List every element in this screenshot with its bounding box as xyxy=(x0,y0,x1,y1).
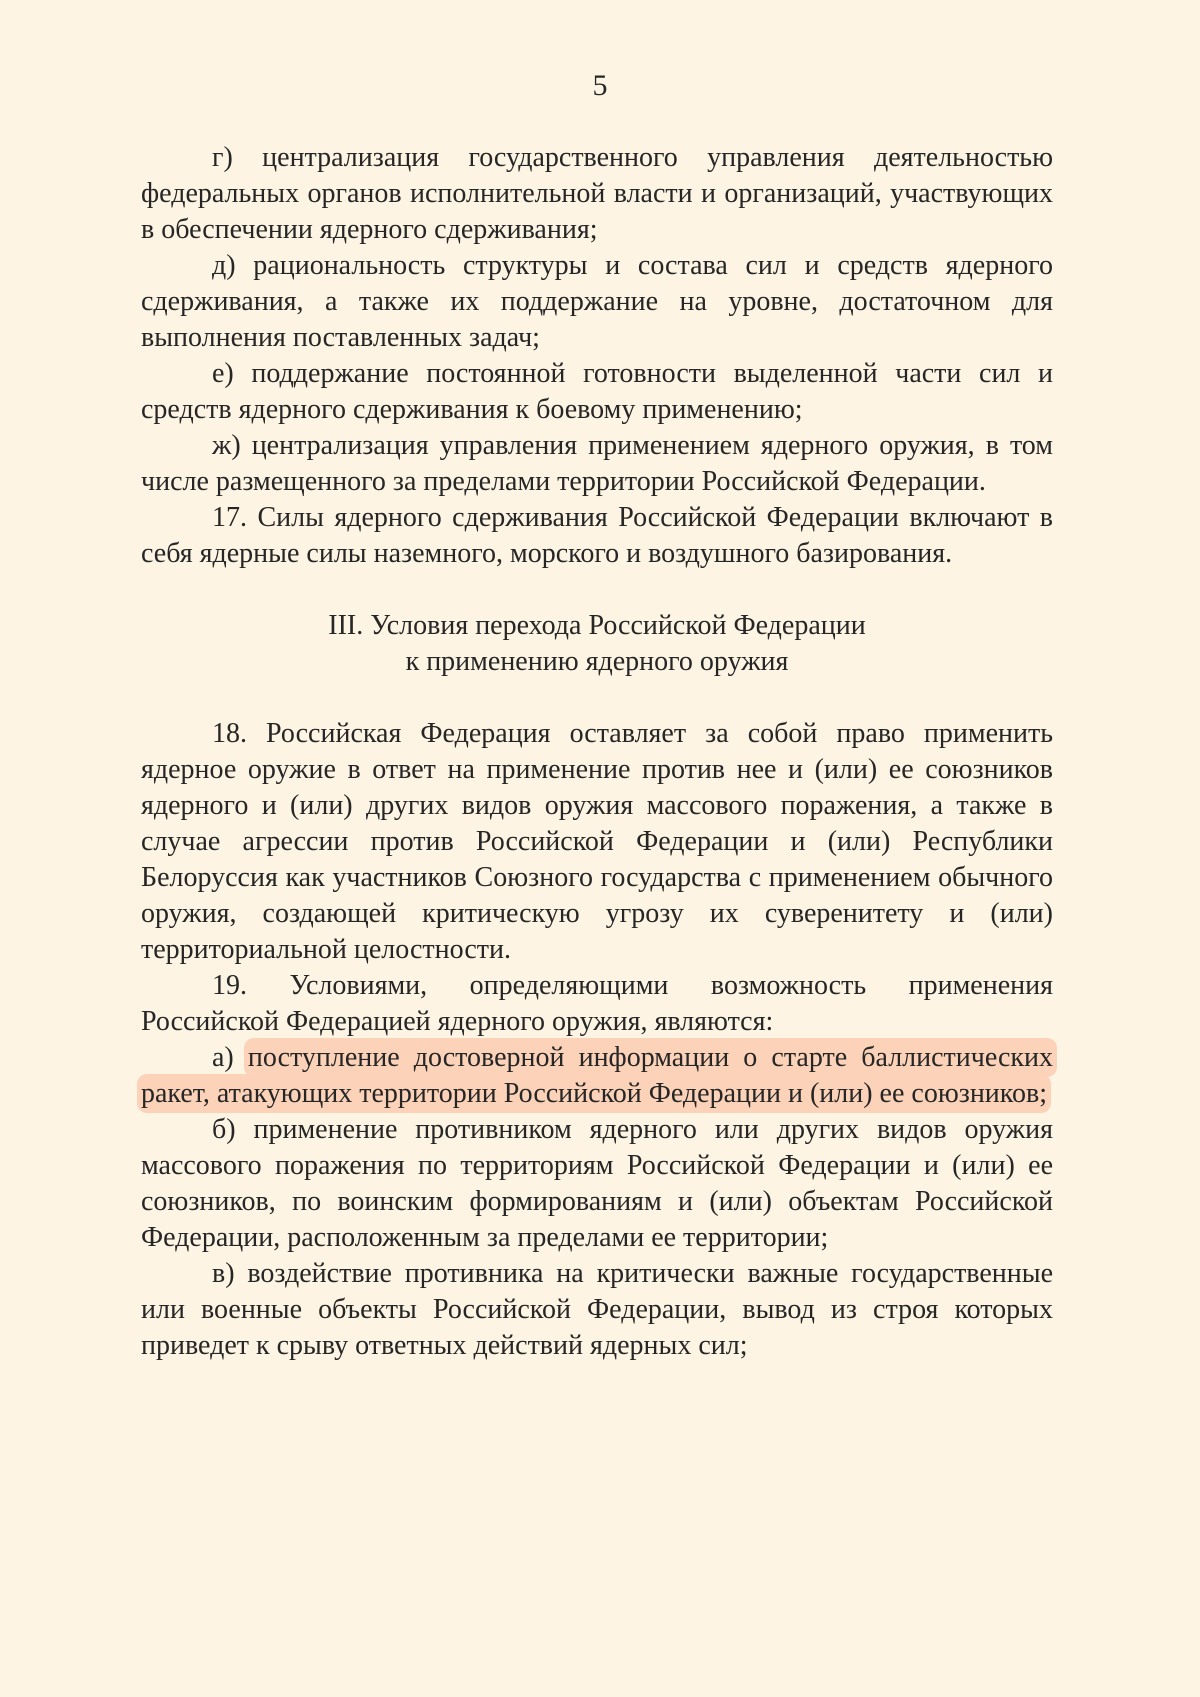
paragraph-b: б) применение противником ядерного или других видов оружия массового поражения по территориям Российской Федерации и (или) ее союзников, по воинским формированиям и (или) объектам Российской Федерации, расположенным за пределами ее территории; xyxy=(141,1114,1053,1253)
highlighted-text: поступление достоверной информации о старте баллистических ракет, атакующих территории Российской Федерации и (или) ее союзников; xyxy=(141,1042,1053,1109)
paragraph-g: г) централизация государственного управления деятельностью федеральных органов исполнительной власти и организаций, участвующих в обеспечении ядерного сдерживания; xyxy=(141,142,1053,245)
paragraph-d: д) рациональность структуры и состава сил и средств ядерного сдерживания, а также их поддержание на уровне, достаточном для выполнения поставленных задач; xyxy=(141,250,1053,353)
section-heading xyxy=(141,608,1053,680)
paragraph-a xyxy=(141,1040,1053,1112)
section-heading-line-2: к применению ядерного оружия xyxy=(405,646,789,677)
paragraph-18: 18. Российская Федерация оставляет за собой право применить ядерное оружие в ответ на применение против нее и (или) ее союзников ядерного и (или) других видов оружия массового поражения, а также в случае агрессии против Российской Федерации и (или) Республики Белоруссия как участников Союзного государства с применением обычного оружия, создающей критическую угрозу их суверенитету и (или) территориальной целостности. xyxy=(141,718,1053,965)
paragraph-19: 19. Условиями, определяющими возможность применения Российской Федерацией ядерного оружия, являются: xyxy=(141,970,1053,1037)
paragraph-v: в) воздействие противника на критически важные государственные или военные объекты Российской Федерации, вывод из строя которых приведет к срыву ответных действий ядерных сил; xyxy=(141,1258,1053,1361)
page-number: 5 xyxy=(592,69,608,102)
document-body xyxy=(141,140,1053,1364)
item-a-marker: а) xyxy=(212,1042,234,1073)
paragraph-e: е) поддержание постоянной готовности выделенной части сил и средств ядерного сдерживания к боевому применению; xyxy=(141,358,1053,425)
section-heading-line-1: III. Условия перехода Российской Федерации xyxy=(328,610,866,641)
paragraph-17: 17. Силы ядерного сдерживания Российской Федерации включают в себя ядерные силы наземного, морского и воздушного базирования. xyxy=(141,502,1053,569)
paragraph-zh: ж) централизация управления применением ядерного оружия, в том числе размещенного за пределами территории Российской Федерации. xyxy=(141,430,1053,497)
